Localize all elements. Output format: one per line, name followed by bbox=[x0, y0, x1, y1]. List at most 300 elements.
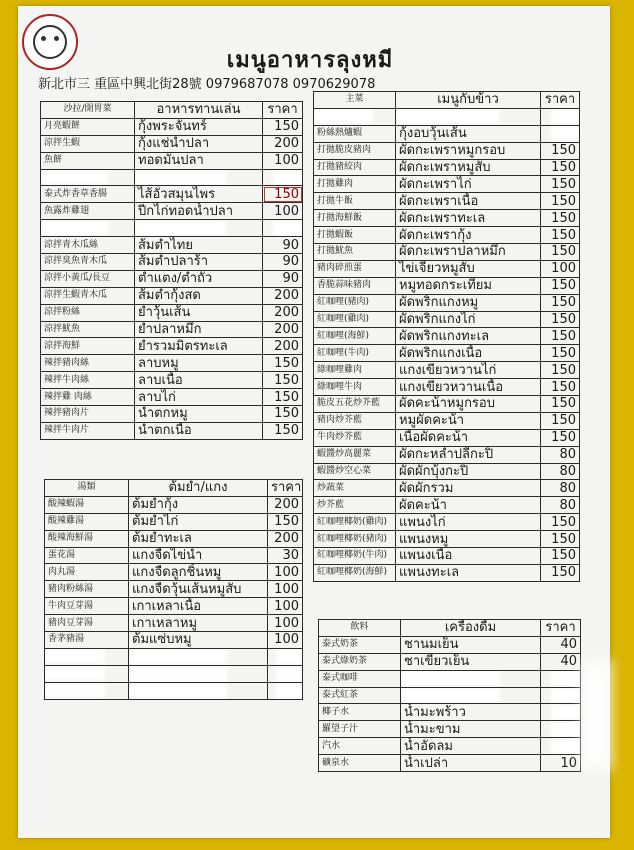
menu-item-row bbox=[314, 176, 580, 193]
item-thai-name bbox=[129, 682, 268, 699]
item-thai-name: ไส้อั่วสมุนไพร bbox=[135, 186, 263, 203]
item-thai-name: ผัดกะเพราไก่ bbox=[396, 176, 541, 193]
item-chinese-name: 蝦醬炒高麗菜 bbox=[314, 446, 396, 463]
item-price: 100 bbox=[263, 152, 303, 169]
menu-item-row bbox=[45, 682, 303, 699]
item-price: 100 bbox=[268, 581, 303, 598]
item-price: 150 bbox=[541, 159, 580, 176]
menu-item-row bbox=[314, 345, 580, 362]
item-price: 150 bbox=[541, 379, 580, 396]
item-price bbox=[541, 738, 581, 755]
menu-item-row bbox=[41, 389, 303, 406]
item-thai-name: ลาบเนื้อ bbox=[135, 372, 263, 389]
item-price: 200 bbox=[268, 530, 303, 547]
item-price bbox=[268, 682, 303, 699]
item-thai-name: ลาบไก่ bbox=[135, 389, 263, 406]
menu-item-row bbox=[314, 227, 580, 244]
menu-item-row bbox=[314, 446, 580, 463]
item-thai-name bbox=[396, 108, 541, 125]
item-chinese-name: 酸辣海鮮湯 bbox=[45, 530, 129, 547]
item-thai-name: ชานมเย็น bbox=[401, 636, 541, 653]
item-price: 150 bbox=[263, 355, 303, 372]
item-chinese-name bbox=[45, 665, 129, 682]
item-price: 80 bbox=[541, 446, 580, 463]
menu-item-row bbox=[314, 159, 580, 176]
menu-item-row bbox=[45, 496, 303, 513]
menu-item-row bbox=[314, 108, 580, 125]
item-chinese-name: 蛋花湯 bbox=[45, 547, 129, 564]
menu-item-row bbox=[314, 480, 580, 497]
item-chinese-name: 涼拌海鮮 bbox=[41, 338, 135, 355]
item-chinese-name: 打拋海鮮飯 bbox=[314, 210, 396, 227]
menu-item-row bbox=[319, 636, 581, 653]
item-chinese-name bbox=[41, 169, 135, 186]
item-price: 100 bbox=[268, 615, 303, 632]
item-chinese-name bbox=[314, 108, 396, 125]
item-thai-name: ผัดผักรวม bbox=[396, 480, 541, 497]
item-price: 150 bbox=[541, 412, 580, 429]
item-chinese-name: 辣拌牛肉片 bbox=[41, 422, 135, 439]
item-price: 100 bbox=[263, 203, 303, 220]
item-price: 150 bbox=[541, 396, 580, 413]
item-chinese-name: 豬肉粉絲湯 bbox=[45, 581, 129, 598]
menu-item-row bbox=[45, 632, 303, 649]
item-thai-name: ชาเขียวเย็น bbox=[401, 653, 541, 670]
item-price: 40 bbox=[541, 636, 581, 653]
menu-item-row bbox=[45, 513, 303, 530]
blurred-text bbox=[554, 708, 577, 717]
menu-item-row bbox=[314, 429, 580, 446]
item-chinese-name: 紅咖哩椰奶(牛肉) bbox=[314, 548, 396, 565]
menu-item-row bbox=[314, 125, 580, 142]
menu-item-row bbox=[314, 277, 580, 294]
bear-face-icon bbox=[33, 25, 67, 59]
photo-glare bbox=[582, 660, 612, 770]
item-price bbox=[541, 670, 581, 687]
blurred-text bbox=[44, 223, 105, 232]
item-thai-name: กุ้งแช่น้ำปลา bbox=[135, 135, 263, 152]
item-price: 30 bbox=[268, 547, 303, 564]
menu-item-row bbox=[319, 738, 581, 755]
item-chinese-name: 涼拌魷魚 bbox=[41, 321, 135, 338]
item-thai-name: เกาเหลาหมู bbox=[129, 615, 268, 632]
item-thai-name: แพนงไก่ bbox=[396, 514, 541, 531]
item-chinese-name: 魚露炸雞翅 bbox=[41, 203, 135, 220]
item-price: 150 bbox=[263, 389, 303, 406]
item-chinese-name: 泰式紅茶 bbox=[319, 687, 401, 704]
drink-table bbox=[318, 619, 581, 772]
menu-item-row bbox=[41, 355, 303, 372]
item-thai-name: น้ำเปล่า bbox=[401, 755, 541, 772]
item-price: 150 bbox=[263, 372, 303, 389]
header-thai: เมนูกับข้าว bbox=[396, 92, 541, 109]
item-price: 150 bbox=[263, 422, 303, 439]
item-price: 150 bbox=[541, 548, 580, 565]
item-chinese-name: 紅咖哩(牛肉) bbox=[314, 345, 396, 362]
item-thai-name: เกาเหลาเนื้อ bbox=[129, 598, 268, 615]
item-price bbox=[268, 648, 303, 665]
item-thai-name: ผัดกะเพราทะเล bbox=[396, 210, 541, 227]
blurred-text bbox=[399, 112, 496, 121]
item-price bbox=[541, 687, 581, 704]
item-chinese-name: 羅望子汁 bbox=[319, 721, 401, 738]
item-chinese-name: 紅咖哩椰奶(雞肉) bbox=[314, 514, 396, 531]
item-chinese-name: 豬肉豆芽湯 bbox=[45, 615, 129, 632]
item-chinese-name: 涼拌生蝦 bbox=[41, 135, 135, 152]
item-thai-name bbox=[129, 665, 268, 682]
item-chinese-name: 肉丸湯 bbox=[45, 564, 129, 581]
header-price: ราคา bbox=[263, 102, 303, 119]
item-price: 150 bbox=[541, 294, 580, 311]
item-thai-name: ทอดมันปลา bbox=[135, 152, 263, 169]
item-chinese-name: 辣拌豬肉絲 bbox=[41, 355, 135, 372]
item-price bbox=[541, 125, 580, 142]
item-chinese-name: 綠咖哩牛肉 bbox=[314, 379, 396, 396]
item-thai-name: ผัดพริกแกงไก่ bbox=[396, 311, 541, 328]
item-thai-name: ลาบหมู bbox=[135, 355, 263, 372]
menu-item-row bbox=[314, 142, 580, 159]
item-chinese-name: 辣拌豬肉片 bbox=[41, 406, 135, 423]
menu-item-row bbox=[45, 547, 303, 564]
table-header bbox=[45, 480, 303, 497]
item-thai-name: ปีกไก่ทอดน้ำปลา bbox=[135, 203, 263, 220]
item-chinese-name: 酸辣蝦湯 bbox=[45, 496, 129, 513]
item-price: 90 bbox=[263, 270, 303, 287]
item-thai-name: ผัดพริกแกงเนื้อ bbox=[396, 345, 541, 362]
item-price: 150 bbox=[541, 429, 580, 446]
item-thai-name: ผัดกะเพราปลาหมึก bbox=[396, 244, 541, 261]
item-thai-name bbox=[401, 670, 541, 687]
table-header bbox=[41, 102, 303, 119]
item-thai-name: ยำรวมมิตรทะเล bbox=[135, 338, 263, 355]
item-price: 200 bbox=[263, 287, 303, 304]
item-chinese-name: 紅咖哩(雞肉) bbox=[314, 311, 396, 328]
item-price: 100 bbox=[541, 260, 580, 277]
item-thai-name: ต้มยำไก่ bbox=[129, 513, 268, 530]
item-price: 150 bbox=[263, 186, 303, 203]
item-price: 100 bbox=[268, 598, 303, 615]
blurred-text bbox=[554, 112, 576, 121]
header-thai: ต้มยำ/แกง bbox=[129, 480, 268, 497]
item-thai-name: น้ำมะขาม bbox=[401, 721, 541, 738]
item-price: 150 bbox=[541, 514, 580, 531]
item-price: 150 bbox=[541, 244, 580, 261]
menu-item-row bbox=[41, 338, 303, 355]
menu-item-row bbox=[314, 328, 580, 345]
menu-item-row bbox=[41, 186, 303, 203]
item-price: 150 bbox=[541, 328, 580, 345]
item-price: 200 bbox=[263, 321, 303, 338]
table-header bbox=[314, 92, 580, 109]
item-price: 150 bbox=[541, 176, 580, 193]
blurred-text bbox=[48, 651, 102, 660]
item-chinese-name: 紅咖哩椰奶(海鮮) bbox=[314, 564, 396, 581]
item-chinese-name: 牛肉炒芥藍 bbox=[314, 429, 396, 446]
item-price: 150 bbox=[541, 311, 580, 328]
header-price: ราคา bbox=[268, 480, 303, 497]
item-chinese-name: 魚餅 bbox=[41, 152, 135, 169]
item-price: 90 bbox=[263, 237, 303, 254]
item-chinese-name: 月亮蝦餅 bbox=[41, 118, 135, 135]
item-price: 150 bbox=[541, 531, 580, 548]
item-price: 200 bbox=[268, 496, 303, 513]
header-chinese: 沙拉/開胃菜 bbox=[41, 102, 135, 119]
item-price: 150 bbox=[541, 564, 580, 581]
item-thai-name: น้ำอัดลม bbox=[401, 738, 541, 755]
item-chinese-name: 辣拌雞 肉絲 bbox=[41, 389, 135, 406]
item-thai-name: น้ำมะพร้าว bbox=[401, 704, 541, 721]
item-thai-name: ผัดคะน้า bbox=[396, 497, 541, 514]
blurred-text bbox=[132, 669, 224, 678]
item-chinese-name bbox=[45, 648, 129, 665]
item-thai-name: ผัดกะเพราหมูกรอบ bbox=[396, 142, 541, 159]
item-chinese-name: 豬肉炒芥藍 bbox=[314, 412, 396, 429]
item-price: 80 bbox=[541, 463, 580, 480]
item-chinese-name: 泰式炸香草香腸 bbox=[41, 186, 135, 203]
menu-item-row bbox=[41, 135, 303, 152]
item-price bbox=[541, 721, 581, 738]
menu-item-row bbox=[314, 311, 580, 328]
menu-item-row bbox=[314, 531, 580, 548]
item-thai-name: ยำวุ้นเส้น bbox=[135, 304, 263, 321]
shop-address: 新北市三 重區中興北街28號 0979687078 0970629078 bbox=[38, 77, 376, 92]
item-chinese-name: 打拋牛飯 bbox=[314, 193, 396, 210]
item-thai-name: แกงจืดลูกชิ้นหมู bbox=[129, 564, 268, 581]
item-chinese-name: 豬肉碎煎蛋 bbox=[314, 260, 396, 277]
menu-item-row bbox=[314, 210, 580, 227]
header-chinese: 飲料 bbox=[319, 620, 401, 637]
menu-item-row bbox=[314, 463, 580, 480]
item-thai-name: แพนงหมู bbox=[396, 531, 541, 548]
item-price: 90 bbox=[263, 254, 303, 271]
item-price: 10 bbox=[541, 755, 581, 772]
item-price: 200 bbox=[263, 304, 303, 321]
menu-item-row bbox=[314, 244, 580, 261]
menu-item-row bbox=[314, 379, 580, 396]
header-chinese: 主菜 bbox=[314, 92, 396, 109]
menu-item-row bbox=[41, 152, 303, 169]
item-thai-name: ผัดผักบุ้งกะปิ bbox=[396, 463, 541, 480]
item-chinese-name: 粉絲熱爐蝦 bbox=[314, 125, 396, 142]
item-price: 150 bbox=[541, 193, 580, 210]
item-price: 150 bbox=[263, 118, 303, 135]
menu-item-row bbox=[314, 294, 580, 311]
blurred-text bbox=[554, 674, 577, 683]
menu-item-row bbox=[314, 497, 580, 514]
header-price: ราคา bbox=[541, 92, 580, 109]
menu-item-row bbox=[319, 721, 581, 738]
item-thai-name: ยำปลาหมึก bbox=[135, 321, 263, 338]
menu-item-row bbox=[45, 615, 303, 632]
soup-table bbox=[44, 479, 303, 700]
item-chinese-name: 香茅豬湯 bbox=[45, 632, 129, 649]
item-chinese-name: 紅咖哩(海鮮) bbox=[314, 328, 396, 345]
item-chinese-name bbox=[45, 682, 129, 699]
item-price: 150 bbox=[541, 277, 580, 294]
blurred-text bbox=[48, 668, 102, 677]
item-chinese-name: 牛肉豆芽湯 bbox=[45, 598, 129, 615]
item-thai-name bbox=[135, 169, 263, 186]
item-chinese-name: 礦泉水 bbox=[319, 755, 401, 772]
menu-item-row bbox=[319, 670, 581, 687]
menu-item-row bbox=[314, 362, 580, 379]
item-chinese-name: 綠咖哩雞肉 bbox=[314, 362, 396, 379]
menu-item-row bbox=[314, 514, 580, 531]
appetizer-table bbox=[40, 101, 303, 440]
item-chinese-name: 炒蔬菜 bbox=[314, 480, 396, 497]
item-thai-name: ผัดพริกแกงหมู bbox=[396, 294, 541, 311]
menu-item-row bbox=[314, 260, 580, 277]
item-thai-name: ไข่เจียวหมูสับ bbox=[396, 260, 541, 277]
item-chinese-name: 涼拌粉絲 bbox=[41, 304, 135, 321]
item-thai-name: กุ้งพระจันทร์ bbox=[135, 118, 263, 135]
item-price: 200 bbox=[263, 135, 303, 152]
item-price: 40 bbox=[541, 653, 581, 670]
blurred-text bbox=[138, 224, 223, 233]
header-thai: อาหารทานเล่น bbox=[135, 102, 263, 119]
menu-item-row bbox=[41, 372, 303, 389]
menu-item-row bbox=[45, 598, 303, 615]
item-thai-name: ต้มยำกุ้ง bbox=[129, 496, 268, 513]
blurred-text bbox=[554, 129, 576, 138]
table-header bbox=[319, 620, 581, 637]
header-thai: เครื่องดื่ม bbox=[401, 620, 541, 637]
item-chinese-name: 汽水 bbox=[319, 738, 401, 755]
menu-item-row bbox=[45, 581, 303, 598]
item-chinese-name: 酸辣雞湯 bbox=[45, 513, 129, 530]
item-chinese-name: 紅咖哩(豬肉) bbox=[314, 294, 396, 311]
item-chinese-name: 椰子水 bbox=[319, 704, 401, 721]
blurred-text bbox=[554, 742, 577, 751]
item-thai-name bbox=[129, 648, 268, 665]
menu-item-row bbox=[41, 422, 303, 439]
header-chinese: 湯類 bbox=[45, 480, 129, 497]
blurred-text bbox=[404, 674, 497, 683]
item-thai-name: ผัดคะน้าหมูกรอบ bbox=[396, 396, 541, 413]
item-price bbox=[541, 108, 580, 125]
item-chinese-name: 涼拌生蝦青木瓜 bbox=[41, 287, 135, 304]
item-thai-name: แกงจืดไข่น้ำ bbox=[129, 547, 268, 564]
item-thai-name: ผัดกะเพราเนื้อ bbox=[396, 193, 541, 210]
item-thai-name: ส้มตำปลาร้า bbox=[135, 254, 263, 271]
item-price bbox=[541, 704, 581, 721]
item-price: 100 bbox=[268, 564, 303, 581]
item-chinese-name: 泰式綠奶茶 bbox=[319, 653, 401, 670]
menu-item-row bbox=[314, 396, 580, 413]
item-thai-name: เนื้อผัดคะน้า bbox=[396, 429, 541, 446]
menu-item-row bbox=[41, 406, 303, 423]
item-chinese-name: 泰式咖啡 bbox=[319, 670, 401, 687]
menu-item-row bbox=[319, 653, 581, 670]
blurred-text bbox=[48, 685, 102, 694]
blurred-text bbox=[404, 691, 497, 700]
item-chinese-name: 打拋蝦飯 bbox=[314, 227, 396, 244]
item-thai-name: ส้มตำไทย bbox=[135, 237, 263, 254]
menu-item-row bbox=[41, 287, 303, 304]
menu-item-row bbox=[314, 548, 580, 565]
item-thai-name bbox=[135, 220, 263, 237]
item-thai-name: ตำแตง/ตำถั่ว bbox=[135, 270, 263, 287]
main-dish-table bbox=[313, 91, 580, 582]
menu-item-row bbox=[319, 755, 581, 772]
item-thai-name bbox=[401, 687, 541, 704]
item-thai-name: แกงเขียวหวานไก่ bbox=[396, 362, 541, 379]
item-thai-name: แกงจืดวุ้นเส้นหมูสับ bbox=[129, 581, 268, 598]
item-thai-name: น้ำตกหมู bbox=[135, 406, 263, 423]
item-price: 100 bbox=[268, 632, 303, 649]
menu-item-row bbox=[41, 118, 303, 135]
item-thai-name: ผัดกะเพราหมูสับ bbox=[396, 159, 541, 176]
blurred-text bbox=[276, 173, 299, 182]
menu-item-row bbox=[41, 220, 303, 237]
item-thai-name: กุ้งอบวุ้นเส้น bbox=[396, 125, 541, 142]
menu-item-row bbox=[45, 648, 303, 665]
item-thai-name: หมูผัดคะน้า bbox=[396, 412, 541, 429]
item-thai-name: หมูทอดกระเทียม bbox=[396, 277, 541, 294]
item-chinese-name: 涼拌臭魚青木瓜 bbox=[41, 254, 135, 271]
blurred-text bbox=[554, 725, 577, 734]
menu-item-row bbox=[41, 203, 303, 220]
item-chinese-name: 涼拌青木瓜絲 bbox=[41, 237, 135, 254]
blurred-text bbox=[279, 686, 299, 695]
shop-logo bbox=[22, 14, 78, 70]
item-price bbox=[263, 220, 303, 237]
item-price: 150 bbox=[268, 513, 303, 530]
item-price: 80 bbox=[541, 480, 580, 497]
item-chinese-name: 打拋魷魚 bbox=[314, 244, 396, 261]
item-chinese-name: 炒芥藍 bbox=[314, 497, 396, 514]
item-thai-name: น้ำตกเนื้อ bbox=[135, 422, 263, 439]
menu-item-row bbox=[41, 254, 303, 271]
item-price: 80 bbox=[541, 497, 580, 514]
item-price: 150 bbox=[541, 362, 580, 379]
item-chinese-name: 辣拌牛肉絲 bbox=[41, 372, 135, 389]
blurred-text bbox=[132, 652, 224, 661]
menu-item-row bbox=[45, 564, 303, 581]
menu-item-row bbox=[314, 193, 580, 210]
blurred-text bbox=[44, 172, 105, 181]
blurred-text bbox=[138, 173, 223, 182]
menu-item-row bbox=[41, 169, 303, 186]
item-price: 150 bbox=[541, 227, 580, 244]
item-thai-name: แพนงทะเล bbox=[396, 564, 541, 581]
menu-item-row bbox=[45, 665, 303, 682]
header-price: ราคา bbox=[541, 620, 581, 637]
menu-item-row bbox=[41, 304, 303, 321]
menu-item-row bbox=[314, 412, 580, 429]
menu-title: เมนูอาหารลุงหมี bbox=[226, 48, 394, 73]
blurred-text bbox=[276, 224, 299, 233]
blurred-text bbox=[279, 669, 299, 678]
menu-item-row bbox=[45, 530, 303, 547]
item-thai-name: ผัดกะเพรากุ้ง bbox=[396, 227, 541, 244]
item-thai-name: ต้มแซ่บหมู bbox=[129, 632, 268, 649]
item-chinese-name: 紅咖哩椰奶(豬肉) bbox=[314, 531, 396, 548]
item-chinese-name: 泰式奶茶 bbox=[319, 636, 401, 653]
menu-item-row bbox=[41, 321, 303, 338]
item-thai-name: ผัดพริกแกงทะเล bbox=[396, 328, 541, 345]
item-thai-name: แพนงเนื้อ bbox=[396, 548, 541, 565]
item-price: 150 bbox=[541, 210, 580, 227]
blurred-text bbox=[554, 691, 577, 700]
item-chinese-name: 香脆蒜味豬肉 bbox=[314, 277, 396, 294]
menu-item-row bbox=[319, 687, 581, 704]
menu-item-row bbox=[319, 704, 581, 721]
item-price bbox=[263, 169, 303, 186]
item-chinese-name: 蝦醬炒空心菜 bbox=[314, 463, 396, 480]
item-price: 200 bbox=[263, 338, 303, 355]
menu-item-row bbox=[41, 237, 303, 254]
